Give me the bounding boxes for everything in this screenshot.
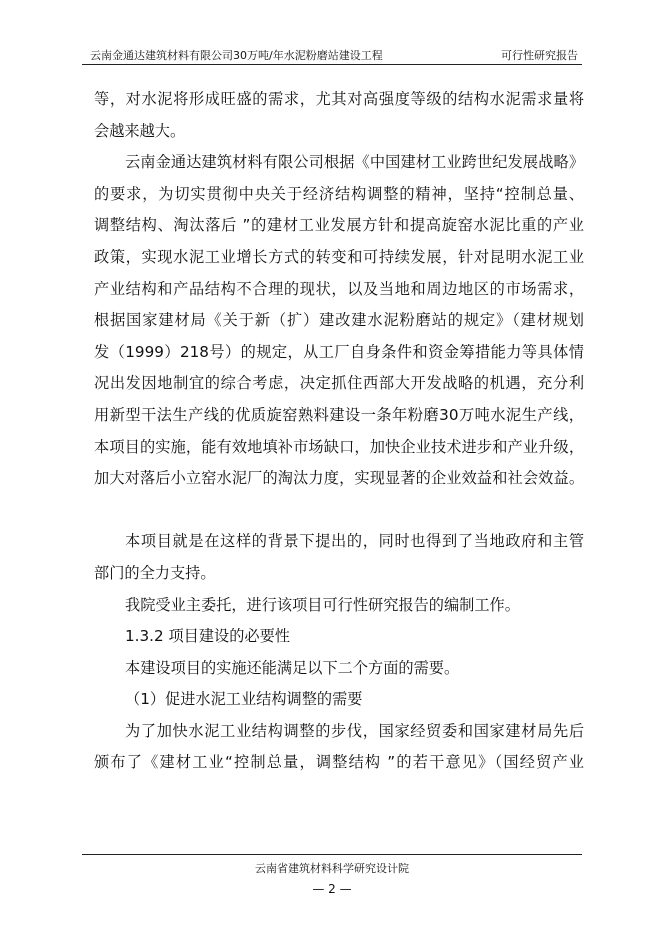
body-line: 况出发因地制宜的综合考虑，决定抓住西部大开发战略的机遇，充分利 xyxy=(94,374,584,393)
body-line: 本项目的实施，能有效地填补市场缺口，加快企业技术进步和产业升级， xyxy=(94,437,584,456)
body-line: 发（1999）218号）的规定，从工厂自身条件和资金筹措能力等具体情 xyxy=(94,342,584,361)
body-line: 部门的全力支持。 xyxy=(94,563,216,582)
footer-organization: 云南省建筑材料科学研究设计院 xyxy=(255,862,409,875)
body-line: 调整结构、淘汰落后 ”的建材工业发展方针和提高旋窑水泥比重的产业 xyxy=(94,216,584,235)
header-project-title: 云南金通达建筑材料有限公司30万吨/年水泥粉磨站建设工程 xyxy=(90,49,383,62)
document-body xyxy=(94,84,584,779)
body-line: 加大对落后小立窑水泥厂的淘汰力度，实现显著的企业效益和社会效益。 xyxy=(94,469,584,488)
body-line: 会越来越大。 xyxy=(94,121,186,140)
body-line: 根据国家建材局《关于新（扩）建改建水泥粉磨站的规定》（建材规划 xyxy=(94,311,584,330)
body-line: 我院受业主委托，进行该项目可行性研究报告的编制工作。 xyxy=(125,595,520,614)
body-line: 颁布了《建材工业“控制总量，调整结构 ”的若干意见》（国经贸产业 xyxy=(94,753,584,772)
body-line: 云南金通达建筑材料有限公司根据《中国建材工业跨世纪发展战略》 xyxy=(125,153,584,172)
subsection-heading: （1）促进水泥工业结构调整的需要 xyxy=(125,690,363,709)
page-footer xyxy=(82,854,582,896)
body-line: 为了加快水泥工业结构调整的步伐，国家经贸委和国家建材局先后 xyxy=(125,721,584,740)
body-line: 用新型干法生产线的优质旋窑熟料建设一条年粉磨30万吨水泥生产线， xyxy=(94,405,584,424)
body-line: 等，对水泥将形成旺盛的需求，尤其对高强度等级的结构水泥需求量将 xyxy=(94,90,584,108)
body-line: 的要求，为切实贯彻中央关于经济结构调整的精神，坚持“控制总量、 xyxy=(94,184,584,203)
body-line: 产业结构和产品结构不合理的现状，以及当地和周边地区的市场需求， xyxy=(94,279,584,298)
paragraph-gap xyxy=(94,495,584,527)
page-header xyxy=(82,44,582,65)
header-doc-type: 可行性研究报告 xyxy=(501,49,578,62)
section-heading: 1.3.2 项目建设的必要性 xyxy=(125,627,290,646)
body-line: 本建设项目的实施还能满足以下二个方面的需要。 xyxy=(125,658,460,677)
body-line: 本项目就是在这样的背景下提出的，同时也得到了当地政府和主管 xyxy=(125,532,584,551)
body-line: 政策，实现水泥工业增长方式的转变和可持续发展，针对昆明水泥工业 xyxy=(94,247,584,266)
page-number: — 2 — xyxy=(312,882,352,896)
